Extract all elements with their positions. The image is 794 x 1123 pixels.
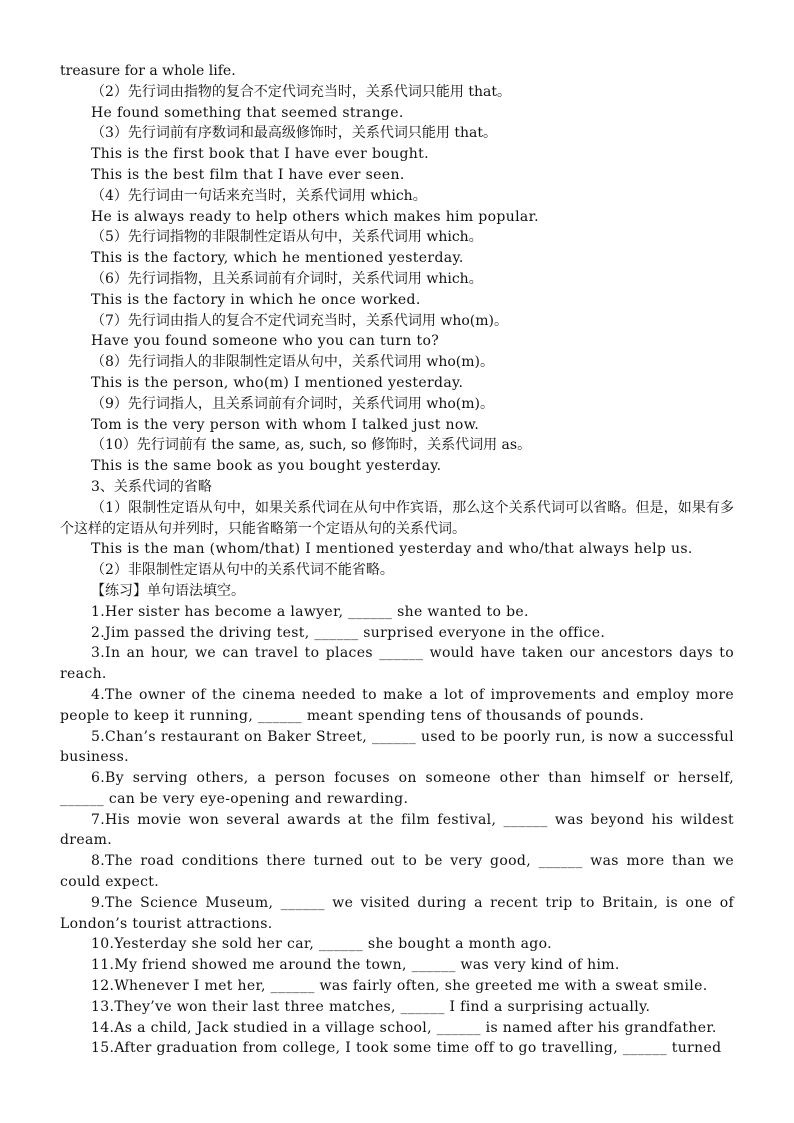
rule-heading: （3）先行词前有序数词和最高级修饰时，关系代词只能用 that。 bbox=[91, 125, 497, 142]
exercise-item: 10.Yesterday she sold her car, ______ she bought a month ago. bbox=[91, 936, 552, 953]
exercise-item: 15.After graduation from college, I took some time off to go travelling, ______ turned bbox=[91, 1040, 722, 1057]
exercise-item: 2.Jim passed the driving test, ______ surprised everyone in the office. bbox=[91, 624, 606, 641]
exercise-heading: 【练习】单句语法填空。 bbox=[91, 582, 245, 599]
exercise-item: 4.The owner of the cinema needed to make a lot of improvements and employ more people to keep it running, ______ meant spending tens of thousands of pounds. bbox=[60, 686, 734, 724]
rule-heading: （2）先行词由指物的复合不定代词充当时，关系代词只能用 that。 bbox=[91, 83, 511, 100]
exercise-item: 9.The Science Museum, ______ we visited during a recent trip to Britain, is one of London’s tourist attractions. bbox=[60, 894, 734, 932]
example-sentence: This is the man (whom/that) I mentioned yesterday and who/that always help us. bbox=[91, 541, 693, 558]
section-heading: 3、关系代词的省略 bbox=[91, 478, 212, 495]
rule-heading: （5）先行词指物的非限制性定语从句中，关系代词用 which。 bbox=[91, 229, 483, 246]
example-sentence: He found something that seemed strange. bbox=[91, 104, 404, 121]
example-sentence: This is the person, who(m) I mentioned yesterday. bbox=[91, 374, 464, 391]
rule-paragraph: （1）限制性定语从句中，如果关系代词在从句中作宾语，那么这个关系代词可以省略。但是，如果有多个这样的定语从句并列时，只能省略第一个定语从句的关系代词。 bbox=[60, 499, 734, 537]
rule-heading: （10）先行词前有 the same, as, such, so 修饰时，关系代词用 as。 bbox=[91, 437, 532, 454]
rule-heading: （9）先行词指人，且关系词前有介词时，关系代词用 who(m)。 bbox=[91, 395, 494, 412]
example-sentence: This is the factory in which he once worked. bbox=[91, 291, 421, 308]
example-sentence: This is the first book that I have ever bought. bbox=[91, 146, 429, 163]
rule-heading: （4）先行词由一句话来充当时，关系代词用 which。 bbox=[91, 187, 427, 204]
example-sentence: This is the factory, which he mentioned yesterday. bbox=[91, 250, 464, 267]
exercise-item: 14.As a child, Jack studied in a village school, ______ is named after his grandfather. bbox=[91, 1019, 717, 1036]
exercise-item: 11.My friend showed me around the town, ______ was very kind of him. bbox=[91, 957, 620, 974]
exercise-item: 8.The road conditions there turned out to be very good, ______ was more than we could expect. bbox=[60, 853, 734, 891]
exercise-item: 3.In an hour, we can travel to places ______ would have taken our ancestors days to reach. bbox=[60, 645, 734, 683]
exercise-item: 13.They’ve won their last three matches, ______ I find a surprising actually. bbox=[91, 998, 651, 1015]
example-sentence: He is always ready to help others which makes him popular. bbox=[91, 208, 539, 225]
example-sentence: This is the same book as you bought yesterday. bbox=[91, 458, 442, 475]
rule-heading: （6）先行词指物，且关系词前有介词时，关系代词用 which。 bbox=[91, 270, 483, 287]
rule-heading: （8）先行词指人的非限制性定语从句中，关系代词用 who(m)。 bbox=[91, 354, 494, 371]
text-line: treasure for a whole life. bbox=[60, 63, 236, 79]
exercise-item: 5.Chan’s restaurant on Baker Street, ______ used to be poorly run, is now a successful business. bbox=[60, 728, 734, 766]
exercise-item: 12.Whenever I met her, ______ was fairly often, she greeted me with a sweat smile. bbox=[91, 978, 708, 995]
exercise-item: 6.By serving others, a person focuses on someone other than himself or herself, ______ can be very eye-opening and rewarding. bbox=[60, 770, 734, 807]
exercise-item: 1.Her sister has become a lawyer, ______ she wanted to be. bbox=[91, 603, 529, 620]
example-sentence: This is the best film that I have ever seen. bbox=[91, 166, 405, 183]
example-sentence: Have you found someone who you can turn to? bbox=[91, 333, 440, 350]
rule-heading: （2）非限制性定语从句中的关系代词不能省略。 bbox=[91, 562, 394, 579]
exercise-item: 7.His movie won several awards at the film festival, ______ was beyond his wildest dream. bbox=[60, 811, 734, 849]
rule-heading: （7）先行词由指人的复合不定代词充当时，关系代词用 who(m)。 bbox=[91, 312, 508, 329]
example-sentence: Tom is the very person with whom I talked just now. bbox=[91, 416, 480, 433]
